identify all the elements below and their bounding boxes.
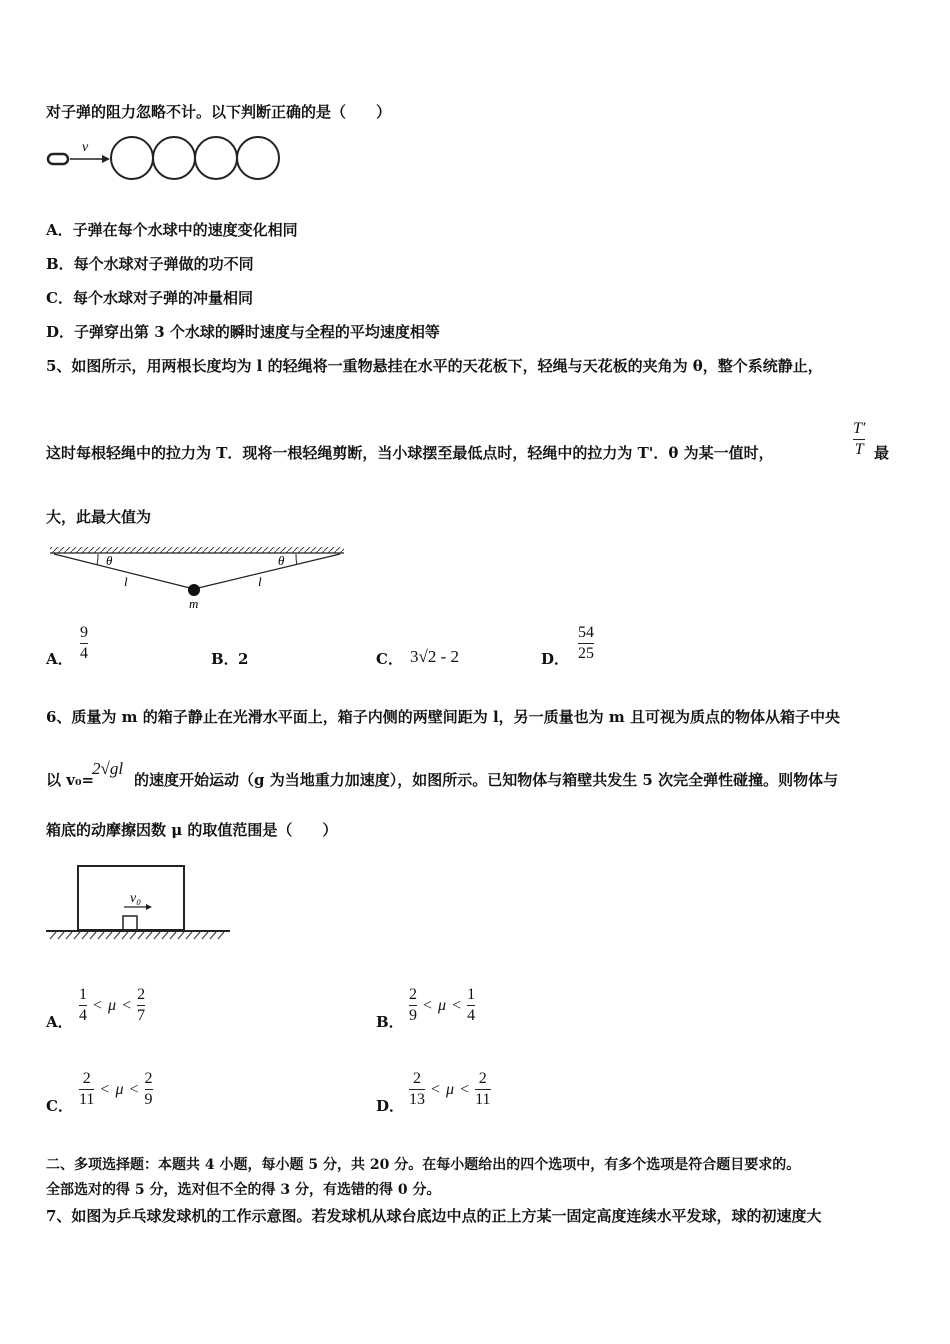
q6-option-d-label[interactable]: D．	[376, 1097, 405, 1115]
q5-line-1: 5、如图所示，用两根长度均为 l 的轻绳将一重物悬挂在水平的天花板下，轻绳与天花板的夹角为 θ，整个系统静止，	[46, 357, 823, 375]
q4-stem-tail: 对子弹的阻力忽略不计。以下判断正确的是（ ）	[46, 103, 392, 121]
q6-v0-formula: 2√gl	[92, 759, 124, 778]
q5-option-c-value[interactable]: 3√2 - 2	[410, 647, 459, 666]
q5-option-d-value[interactable]: 54 25	[578, 624, 594, 662]
q7-line-1: 7、如图为乒乓球发球机的工作示意图。若发球机从球台底边中点的正上方某一固定高度连续水平发球，球的初速度大	[46, 1207, 822, 1225]
water-ball-3	[195, 137, 237, 179]
small-block	[123, 916, 137, 930]
pendulum-figure	[48, 545, 346, 611]
q5-option-a-value[interactable]: 9 4	[80, 624, 88, 662]
mass-label: m	[189, 596, 199, 611]
velocity-label: v	[82, 140, 89, 155]
q6-option-c-value[interactable]: 2 11 < μ < 2 9	[79, 1070, 153, 1108]
q5-ratio-den: T	[854, 441, 864, 458]
q5-line-3: 大，此最大值为	[46, 508, 152, 526]
q4-option-d[interactable]: D．子弹穿出第 3 个水球的瞬时速度与全程的平均速度相等	[46, 323, 440, 341]
theta-left: θ	[106, 553, 113, 568]
q5-line-2: 这时每根轻绳中的拉力为 T．现将一根轻绳剪断，当小球摆至最低点时，轻绳中的拉力为 T'．θ 为某一值时，	[46, 444, 774, 462]
q6-line-3: 箱底的动摩擦因数 μ 的取值范围是（ ）	[46, 821, 338, 839]
q4-option-b[interactable]: B．每个水球对子弹做的功不同	[46, 255, 254, 273]
q5-option-a-label[interactable]: A．	[46, 650, 73, 668]
water-ball-1	[111, 137, 153, 179]
length-left: l	[124, 574, 128, 589]
theta-right: θ	[278, 553, 285, 568]
q6-line-2b: 的速度开始运动（g 为当地重力加速度），如图所示。已知物体与箱壁共发生 5 次完全弹性碰撞。则物体与	[134, 771, 839, 789]
q6-option-a-value[interactable]: 1 4 < μ < 2 7	[79, 986, 146, 1024]
q6-option-b-label[interactable]: B．	[376, 1013, 404, 1031]
section2-line-1: 二、多项选择题：本题共 4 小题，每小题 5 分，共 20 分。在每小题给出的四个选项中，有多个选项是符合题目要求的。	[46, 1157, 801, 1173]
q6-line-1: 6、质量为 m 的箱子静止在光滑水平面上，箱子内侧的两壁间距为 l，另一质量也为 m 且可视为质点的物体从箱子中央	[46, 708, 840, 726]
q5-option-d-label[interactable]: D．	[541, 650, 570, 668]
q5-option-b-value[interactable]: 2	[238, 650, 249, 668]
q6-option-c-label[interactable]: C．	[46, 1097, 73, 1115]
water-ball-4	[237, 137, 279, 179]
q6-option-d-value[interactable]: 2 13 < μ < 2 11	[409, 1070, 491, 1108]
mass-ball	[188, 584, 200, 596]
v0-label: v₀	[130, 891, 142, 906]
q6-option-b-value[interactable]: 2 9 < μ < 1 4	[409, 986, 476, 1024]
water-ball-2	[153, 137, 195, 179]
q5-option-c-label[interactable]: C．	[376, 650, 403, 668]
q5-ratio	[853, 420, 865, 459]
ceiling	[50, 547, 344, 553]
section2-line-2: 全部选对的得 5 分，选对但不全的得 3 分，有选错的得 0 分。	[46, 1182, 441, 1198]
bullet-water-balls-figure	[46, 134, 286, 184]
length-right: l	[258, 574, 262, 589]
box-figure	[46, 864, 232, 944]
q5-option-b-label[interactable]: B．	[211, 650, 239, 668]
q6-line-2a: 以 v₀=	[46, 771, 95, 789]
q5-line-2-end: 最	[874, 444, 890, 462]
q4-option-a[interactable]: A．子弹在每个水球中的速度变化相同	[46, 221, 298, 239]
rope-right	[194, 554, 340, 589]
q4-option-c[interactable]: C．每个水球对子弹的冲量相同	[46, 289, 253, 307]
q6-option-a-label[interactable]: A．	[46, 1013, 73, 1031]
bullet-icon	[48, 154, 68, 164]
q5-ratio-num: T′	[853, 420, 866, 437]
